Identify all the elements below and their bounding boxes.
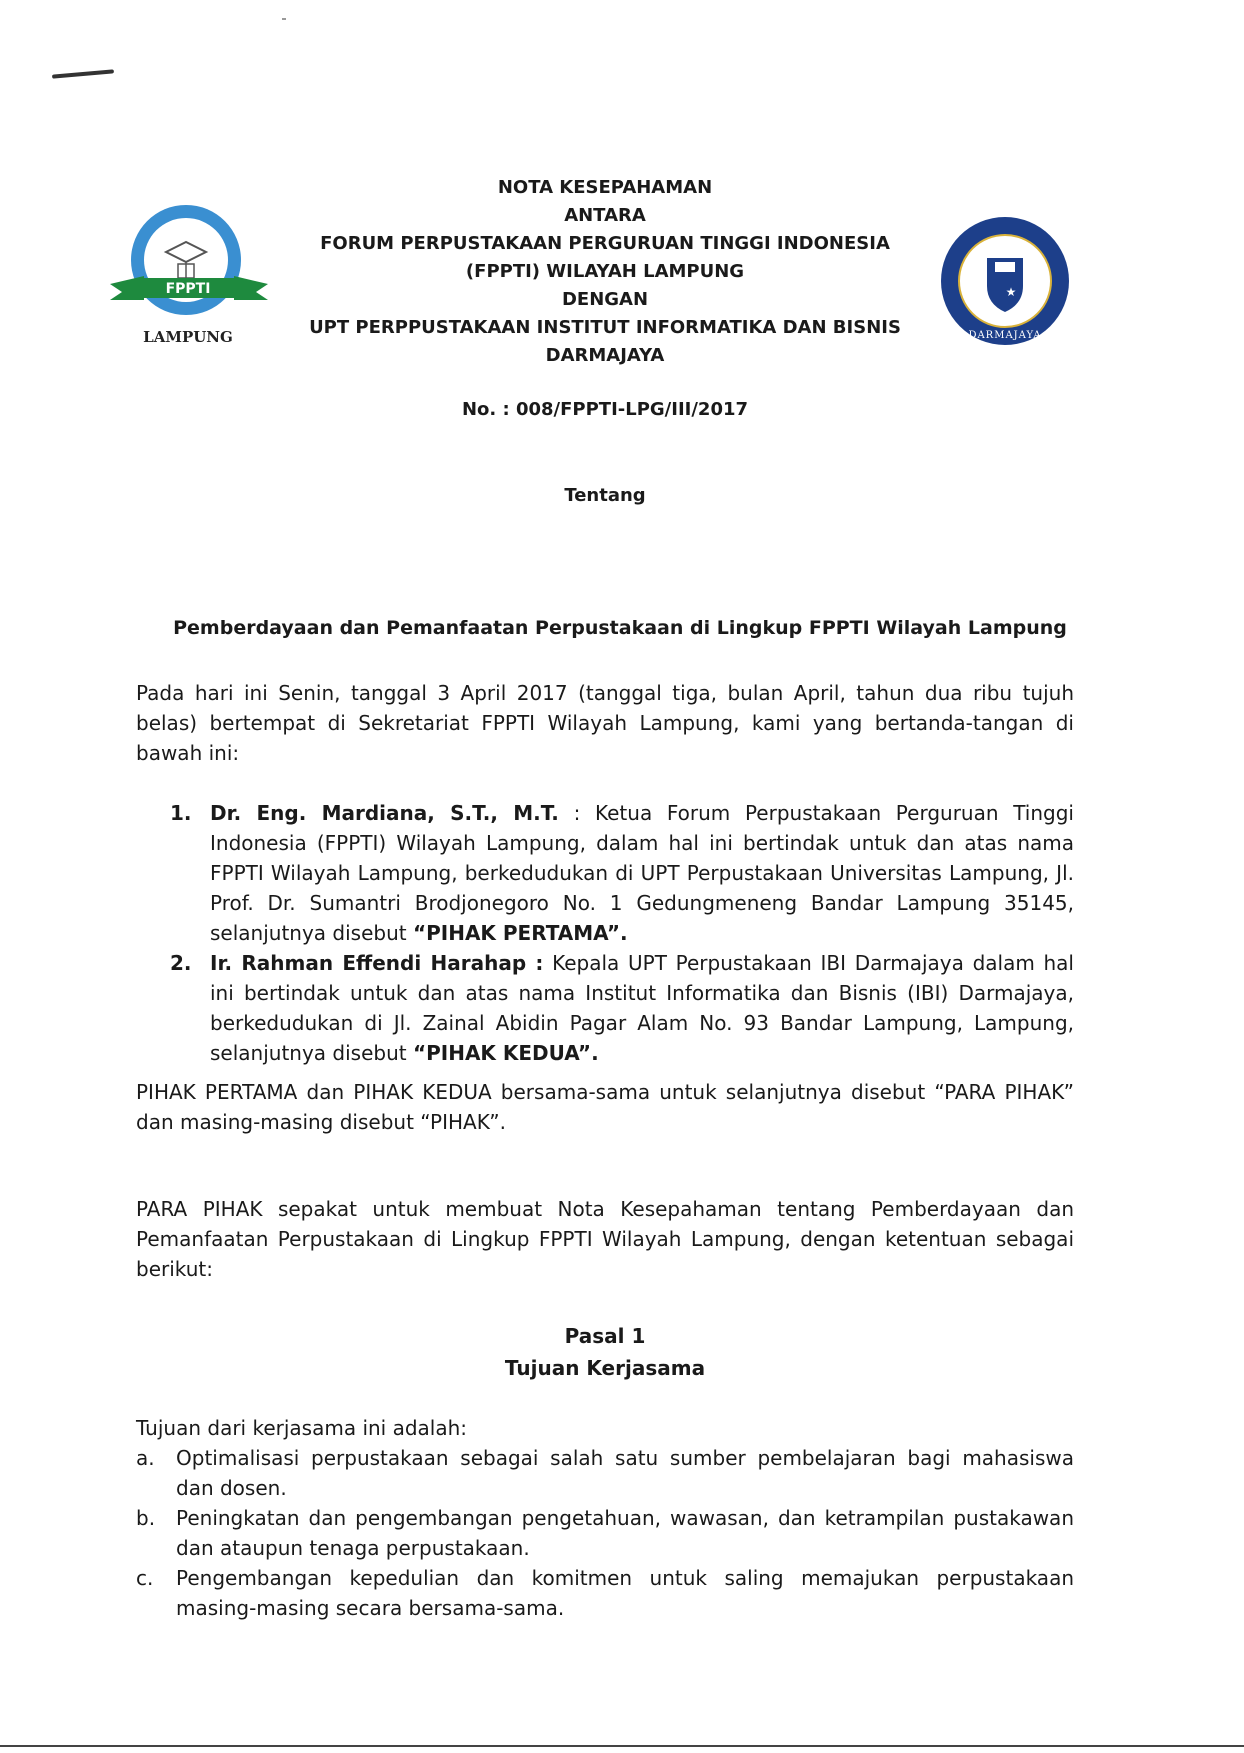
- goal-marker: a.: [136, 1446, 155, 1470]
- goals-intro: Tujuan dari kerjasama ini adalah:: [136, 1416, 468, 1440]
- party-alias: “PIHAK PERTAMA”.: [412, 921, 628, 945]
- goal-text: Peningkatan dan pengembangan pengetahuan, wawasan, dan ketrampilan pustakawan dan ataupun tenaga perpustakaan.: [176, 1506, 1074, 1560]
- goal-item: [136, 1443, 1074, 1503]
- darmajaya-logo: [938, 214, 1072, 348]
- header-line: DENGAN: [561, 289, 649, 310]
- goal-text: Pengembangan kepedulian dan komitmen untuk saling memajukan perpustakaan masing-masing secara bersama-sama.: [176, 1566, 1074, 1620]
- document-subject: Pemberdayaan dan Pemanfaatan Perpustakaan di Lingkup FPPTI Wilayah Lampung: [173, 617, 1067, 639]
- book-icon: [995, 262, 1015, 272]
- party-description: : Ketua Forum Perpustakaan Perguruan Tinggi Indonesia (FPPTI) Wilayah Lampung, dalam hal ini bertindak untuk dan atas nama FPPTI Wilayah Lampung, berkedudukan di UPT Perpustakaan Universitas Lampung, Jl. Prof. Dr. Sumantri Brodjonegoro No. 1 Gedungmeneng Bandar Lampung 35145, selanjutnya disebut: [210, 801, 1074, 945]
- header-line: FORUM PERPUSTAKAAN PERGURUAN TINGGI INDONESIA: [320, 233, 890, 254]
- article-heading: [300, 1320, 910, 1384]
- parties-list: [170, 798, 1074, 1068]
- document-header: [300, 174, 910, 370]
- party-text: [210, 798, 1074, 948]
- party-text: [210, 948, 1074, 1068]
- ribbon-right-tail: [234, 276, 268, 300]
- logo-region: LAMPUNG: [143, 328, 233, 346]
- party-number: 2.: [170, 951, 192, 975]
- about-heading: Tentang: [564, 485, 646, 506]
- goals-list: [136, 1443, 1074, 1623]
- party-item: [170, 948, 1074, 1068]
- goal-marker: c.: [136, 1566, 154, 1590]
- party-name: Dr. Eng. Mardiana, S.T., M.T.: [210, 801, 559, 825]
- party-alias: “PIHAK KEDUA”.: [412, 1041, 599, 1065]
- goal-item: [136, 1503, 1074, 1563]
- header-line: (FPPTI) WILAYAH LAMPUNG: [465, 261, 745, 282]
- logo-name: DARMAJAYA: [968, 330, 1042, 341]
- party-name: Ir. Rahman Effendi Harahap :: [210, 951, 544, 975]
- article-title: Tujuan Kerjasama: [504, 1356, 706, 1380]
- page-bottom-edge: [0, 1745, 1244, 1747]
- fppti-lampung-logo: [104, 200, 274, 350]
- star-icon: ★: [1005, 285, 1017, 299]
- header-line: NOTA KESEPAHAMAN: [497, 177, 713, 198]
- ribbon-left-tail: [110, 276, 144, 300]
- party-description: Kepala UPT Perpustakaan IBI Darmajaya dalam hal ini bertindak untuk dan atas nama Institut Informatika dan Bisnis (IBI) Darmajaya, berkedudukan di Jl. Zainal Abidin Pagar Alam No. 93 Bandar Lampung, Lampung, selanjutnya disebut: [210, 951, 1074, 1065]
- scan-dot: [282, 18, 286, 20]
- agreement-paragraph: PARA PIHAK sepakat untuk membuat Nota Kesepahaman tentang Pemberdayaan dan Pemanfaatan Perpustakaan di Lingkup FPPTI Wilayah Lampung, dengan ketentuan sebagai berikut:: [136, 1197, 1074, 1281]
- header-line: UPT PERPPUSTAKAAN INSTITUT INFORMATIKA DAN BISNIS: [309, 317, 901, 338]
- scan-mark: [52, 69, 114, 78]
- goal-text: Optimalisasi perpustakaan sebagai salah satu sumber pembelajaran bagi mahasiswa dan dosen.: [176, 1446, 1074, 1500]
- goal-item: [136, 1563, 1074, 1623]
- header-line: ANTARA: [564, 205, 646, 226]
- goal-marker: b.: [136, 1506, 156, 1530]
- logo-name: FPPTI: [165, 281, 211, 297]
- party-item: [170, 798, 1074, 948]
- para-pihak-paragraph: PIHAK PERTAMA dan PIHAK KEDUA bersama-sama untuk selanjutnya disebut “PARA PIHAK” dan masing-masing disebut “PIHAK”.: [136, 1080, 1074, 1134]
- document-number: No. : 008/FPPTI-LPG/III/2017: [461, 399, 749, 420]
- party-number: 1.: [170, 801, 192, 825]
- opening-paragraph: Pada hari ini Senin, tanggal 3 April 2017 (tanggal tiga, bulan April, tahun dua ribu tujuh belas) bertempat di Sekretariat FPPTI Wilayah Lampung, kami yang bertanda-tangan di bawah ini:: [136, 681, 1074, 765]
- header-line: DARMAJAYA: [545, 345, 665, 366]
- article-number: Pasal 1: [564, 1324, 646, 1348]
